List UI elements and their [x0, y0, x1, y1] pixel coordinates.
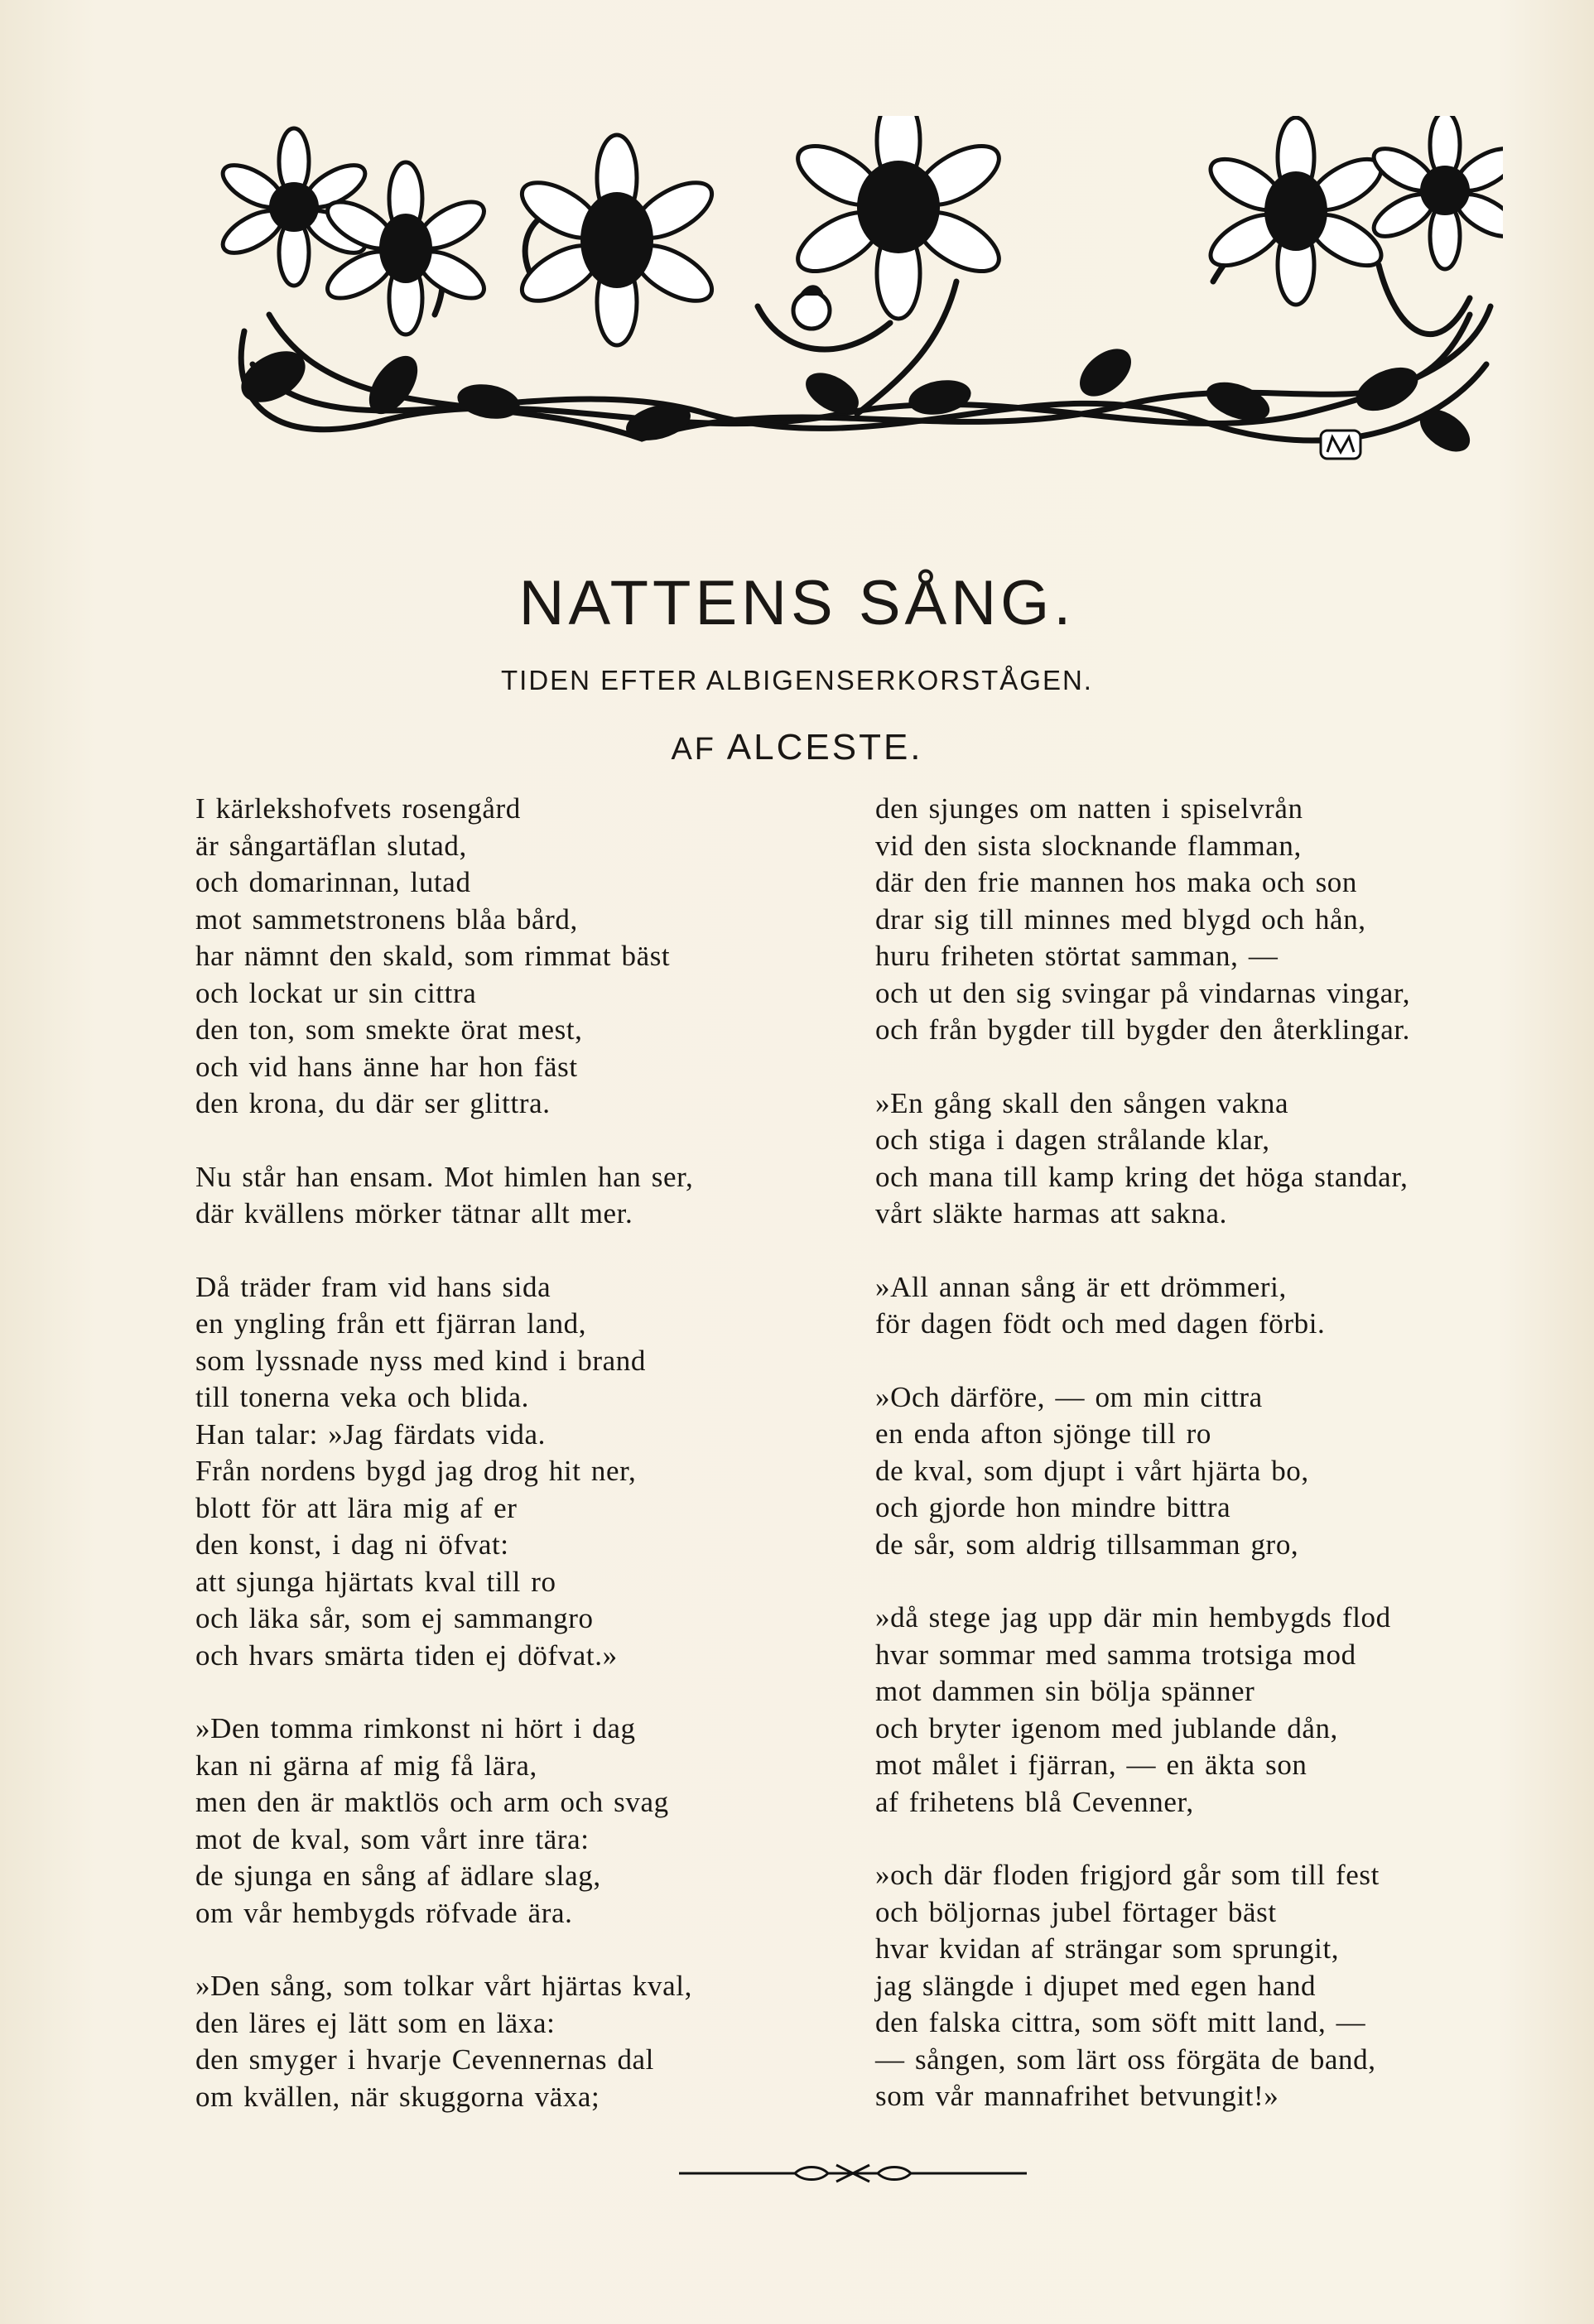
- verse-line: Från nordens bygd jag drog hit ner,: [195, 1455, 637, 1487]
- stanza: [195, 1159, 850, 1233]
- verse-line: mot de kval, som vårt inre tära:: [195, 1822, 590, 1855]
- sunflower-5-icon: [1202, 118, 1389, 305]
- author-name: ALCESTE.: [726, 727, 923, 767]
- verse-line: den sjunges om natten i spiselvrån: [875, 792, 1303, 825]
- sunflower-header-ornament: [211, 116, 1503, 472]
- verse-line: af frihetens blå Cevenner,: [875, 1785, 1194, 1818]
- verse-line: en yngling från ett fjärran land,: [195, 1307, 587, 1340]
- verse-line: och läka sår, som ej sammangro: [195, 1602, 594, 1634]
- stanza: [875, 1379, 1529, 1564]
- poem-title: NATTENS SÅNG.: [518, 568, 1076, 638]
- poem-right-column: [875, 791, 1529, 2152]
- verse-line: huru friheten störtat samman, —: [875, 940, 1279, 972]
- bud-icon: [793, 285, 830, 329]
- verse-line: och gjorde hon mindre bittra: [875, 1491, 1231, 1523]
- verse-line: och hvars smärta tiden ej döfvat.»: [195, 1638, 618, 1672]
- verse-line: och vid hans änne har hon fäst: [195, 1050, 578, 1083]
- verse-line: vid den sista slocknande flamman,: [875, 829, 1302, 862]
- verse-line: »Den sång, som tolkar vårt hjärtas kval,: [195, 1970, 692, 2002]
- verse-line: »då stege jag upp där min hembygds flod: [875, 1601, 1391, 1634]
- verse-line: mot målet i fjärran, — en äkta son: [875, 1749, 1307, 1781]
- verse-line: och från bygder till bygder den återklingar.: [875, 1013, 1410, 1046]
- verse-line: — sången, som lärt oss förgäta de band,: [875, 2043, 1376, 2076]
- sunflower-4-icon: [788, 116, 1008, 319]
- verse-line: den läres ej lätt som en läxa:: [195, 2006, 556, 2039]
- verse-line: som vår mannafrihet betvungit!»: [875, 2080, 1279, 2112]
- stanza: [195, 1968, 850, 2115]
- verse-line: Då träder fram vid hans sida: [195, 1270, 551, 1303]
- verse-line: »All annan sång är ett drömmeri,: [875, 1270, 1287, 1303]
- verse-line: mot dammen sin bölja spänner: [875, 1675, 1255, 1707]
- poem-byline: [0, 727, 1594, 768]
- verse-line: blott för att lära mig af er: [195, 1491, 518, 1524]
- verse-line: Nu står han ensam. Mot himlen han ser,: [195, 1160, 694, 1193]
- poem-left-column: [195, 791, 850, 2152]
- verse-line: om vår hembygds röfvade ära.: [195, 1896, 573, 1929]
- stanza: [875, 1269, 1529, 1343]
- verse-line: till tonerna veka och blida.: [195, 1381, 529, 1413]
- verse-line: de kval, som djupt i vårt hjärta bo,: [875, 1454, 1309, 1487]
- verse-line: en enda afton sjönge till ro: [875, 1417, 1211, 1450]
- sunflower-6-icon: [1367, 116, 1503, 269]
- verse-line: som lyssnade nyss med kind i brand: [195, 1344, 646, 1377]
- verse-line: och lockat ur sin cittra: [195, 976, 477, 1009]
- verse-line: den falska cittra, som söft mitt land, —: [875, 2006, 1366, 2038]
- verse-line: de sår, som aldrig tillsamman gro,: [875, 1528, 1299, 1561]
- verse-line: att sjunga hjärtats kval till ro: [195, 1565, 556, 1598]
- stanza: [195, 1269, 850, 1675]
- byline-prefix: AF: [671, 732, 716, 767]
- stanza: [195, 791, 850, 1123]
- verse-line: kan ni gärna af mig få lära,: [195, 1749, 537, 1782]
- verse-line: och domarinnan, lutad: [195, 866, 471, 898]
- verse-line: »Den tomma rimkonst ni hört i dag: [195, 1712, 636, 1744]
- verse-line: den konst, i dag ni öfvat:: [195, 1528, 509, 1561]
- verse-line: I kärlekshofvets rosengård: [195, 792, 521, 825]
- stanza: [875, 1600, 1529, 1821]
- verse-line: jag slängde i djupet med egen hand: [875, 1969, 1317, 2002]
- verse-line: hvar kvidan af strängar som sprungit,: [875, 1932, 1340, 1965]
- verse-line: är sångartäflan slutad,: [195, 829, 467, 862]
- verse-line: »och där floden frigjord går som till fest: [875, 1859, 1380, 1891]
- verse-line: och ut den sig svingar på vindarnas vingar,: [875, 976, 1411, 1009]
- verse-line: där kvällens mörker tätnar allt mer.: [195, 1197, 633, 1229]
- verse-line: de sjunga en sång af ädlare slag,: [195, 1860, 601, 1892]
- monogram-icon: [1321, 431, 1360, 459]
- verse-line: om kvällen, när skuggorna växa;: [195, 2080, 600, 2113]
- verse-line: där den frie mannen hos maka och son: [875, 866, 1358, 898]
- sunflower-3-icon: [513, 135, 720, 345]
- stanza: [875, 791, 1529, 1049]
- verse-line: och stiga i dagen strålande klar,: [875, 1124, 1270, 1156]
- verse-line: vårt släkte harmas att sakna.: [875, 1197, 1227, 1229]
- verse-line: och mana till kamp kring det höga standar,: [875, 1160, 1409, 1193]
- verse-line: Han talar: »Jag färdats vida.: [195, 1417, 546, 1451]
- verse-line: hvar sommar med samma trotsiga mod: [875, 1638, 1356, 1671]
- verse-line: den krona, du där ser glittra.: [195, 1087, 551, 1119]
- verse-line: och bryter igenom med jublande dån,: [875, 1711, 1338, 1744]
- verse-line: drar sig till minnes med blygd och hån,: [875, 902, 1366, 936]
- footer-divider-ornament: [679, 2157, 1027, 2190]
- verse-line: den ton, som smekte örat mest,: [195, 1013, 583, 1046]
- verse-line: »En gång skall den sången vakna: [875, 1086, 1289, 1119]
- poem-subtitle: TIDEN EFTER ALBIGENSERKORSTÅGEN.: [501, 665, 1093, 695]
- verse-line: den smyger i hvarje Cevennernas dal: [195, 2043, 655, 2076]
- verse-line: och böljornas jubel förtager bäst: [875, 1895, 1277, 1928]
- verse-line: men den är maktlös och arm och svag: [195, 1786, 669, 1818]
- stanza: [875, 1857, 1529, 2115]
- verse-line: har nämnt den skald, som rimmat bäst: [195, 940, 671, 972]
- verse-line: för dagen födt och med dagen förbi.: [875, 1307, 1326, 1340]
- stanza: [875, 1085, 1529, 1233]
- stanza: [195, 1711, 850, 1932]
- verse-line: »Och därföre, — om min cittra: [875, 1380, 1263, 1413]
- verse-line: mot sammetstronens blåa bård,: [195, 902, 578, 936]
